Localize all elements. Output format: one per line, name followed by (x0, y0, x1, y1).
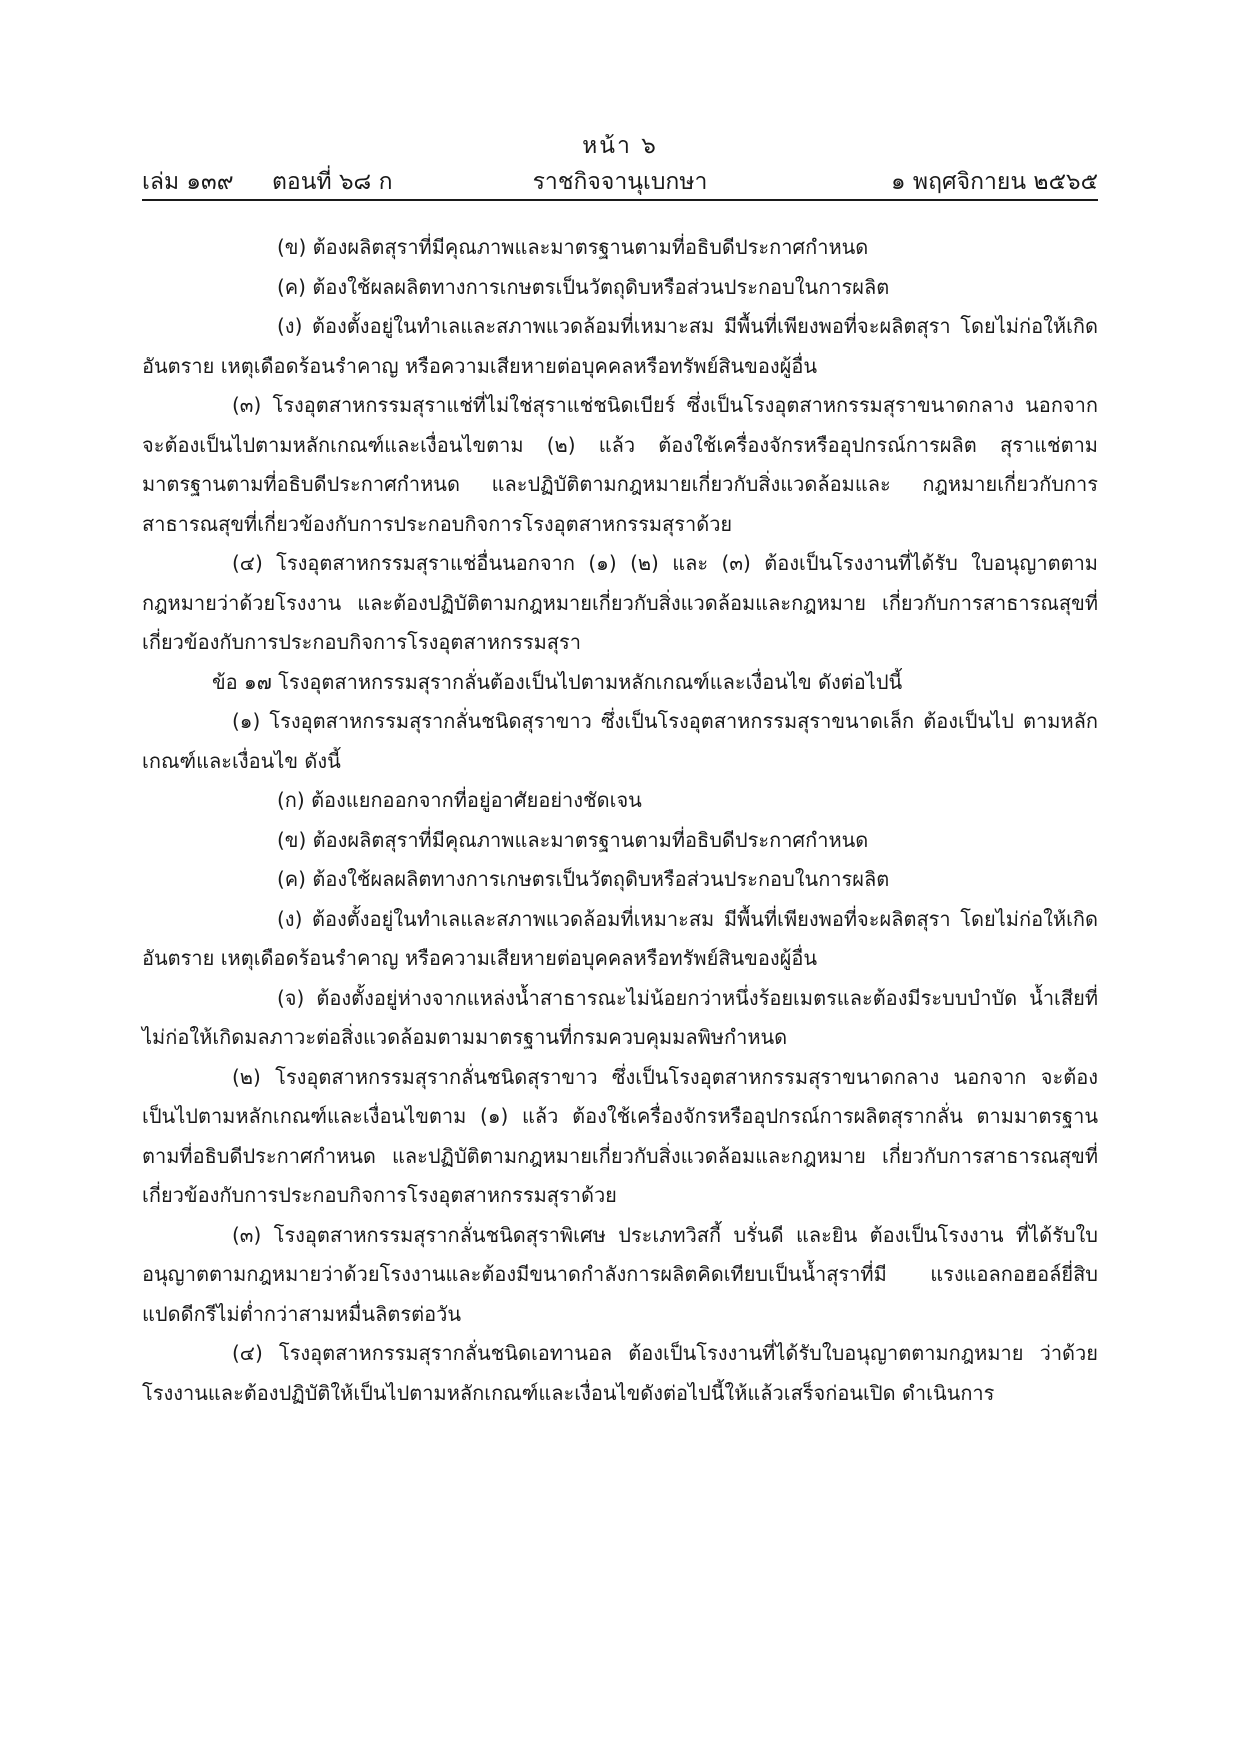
paragraph: (จ) ต้องตั้งอยู่ห่างจากแหล่งน้ำสาธารณะไม่น้อยกว่าหนึ่งร้อยเมตรและต้องมีระบบบำบัด น้ำเสียที่ไม่ก่อให้เกิดมลภาวะต่อสิ่งแวดล้อมตามมาตรฐานที่กรมควบคุมมลพิษกำหนด (142, 985, 1098, 1049)
paragraph: (ง) ต้องตั้งอยู่ในทำเลและสภาพแวดล้อมที่เหมาะสม มีพื้นที่เพียงพอที่จะผลิตสุรา โดยไม่ก่อให้เกิดอันตราย เหตุเดือดร้อนรำคาญ หรือความเสียหายต่อบุคคลหรือทรัพย์สินของผู้อื่น (142, 906, 1098, 970)
journal-title: ราชกิจจานุเบกษา (532, 169, 708, 195)
paragraph: (๑) โรงอุตสาหกรรมสุรากลั่นชนิดสุราขาว ซึ่งเป็นโรงอุตสาหกรรมสุราขนาดเล็ก ต้องเป็นไป ตามหลักเกณฑ์และเงื่อนไข ดังนี้ (142, 709, 1098, 773)
paragraph: (๓) โรงอุตสาหกรรมสุราแช่ที่ไม่ใช่สุราแช่ชนิดเบียร์ ซึ่งเป็นโรงอุตสาหกรรมสุราขนาดกลาง นอกจากจะต้องเป็นไปตามหลักเกณฑ์และเงื่อนไขตาม (๒) แล้ว ต้องใช้เครื่องจักรหรืออุปกรณ์การผลิต สุราแช่ตามมาตรฐานตามที่อธิบดีประกาศกำหนด และปฏิบัติตามกฎหมายเกี่ยวกับสิ่งแวดล้อมและ กฎหมายเกี่ยวกับการสาธารณสุขที่เกี่ยวข้องกับการประกอบกิจการโรงอุตสาหกรรมสุราด้วย (142, 393, 1098, 536)
paragraph: (ข) ต้องผลิตสุราที่มีคุณภาพและมาตรฐานตามที่อธิบดีประกาศกำหนด (277, 235, 869, 259)
paragraph: (๔) โรงอุตสาหกรรมสุราแช่อื่นนอกจาก (๑) (๒) และ (๓) ต้องเป็นโรงงานที่ได้รับ ใบอนุญาตตามกฎหมายว่าด้วยโรงงาน และต้องปฏิบัติตามกฎหมายเกี่ยวกับสิ่งแวดล้อมและกฎหมาย เกี่ยวกับการสาธารณสุขที่เกี่ยวข้องกับการประกอบกิจการโรงอุตสาหกรรมสุรา (142, 551, 1098, 654)
issue-number: ตอนที่ ๖๘ ก (272, 169, 393, 195)
header-divider (142, 199, 1098, 201)
paragraph: (ค) ต้องใช้ผลผลิตทางการเกษตรเป็นวัตถุดิบหรือส่วนประกอบในการผลิต (277, 274, 890, 299)
paragraph: (ค) ต้องใช้ผลผลิตทางการเกษตรเป็นวัตถุดิบหรือส่วนประกอบในการผลิต (277, 867, 890, 891)
publication-date: ๑ พฤศจิกายน ๒๕๖๕ (891, 169, 1098, 195)
document-body (142, 228, 1098, 1413)
page-number: หน้า ๖ (582, 133, 658, 159)
paragraph: (ก) ต้องแยกออกจากที่อยู่อาศัยอย่างชัดเจน (277, 788, 642, 812)
volume-number: เล่ม ๑๓๙ (142, 169, 234, 195)
paragraph: (๓) โรงอุตสาหกรรมสุรากลั่นชนิดสุราพิเศษ ประเภทวิสกี้ บรั่นดี และยิน ต้องเป็นโรงงาน ที่ได้รับใบอนุญาตตามกฎหมายว่าด้วยโรงงานและต้องมีขนาดกำลังการผลิตคิดเทียบเป็นน้ำสุราที่มี แรงแอลกอฮอล์ยี่สิบแปดดีกรีไม่ต่ำกว่าสามหมื่นลิตรต่อวัน (142, 1222, 1098, 1326)
paragraph: (๔) โรงอุตสาหกรรมสุรากลั่นชนิดเอทานอล ต้องเป็นโรงงานที่ได้รับใบอนุญาตตามกฎหมาย ว่าด้วยโรงงานและต้องปฏิบัติให้เป็นไปตามหลักเกณฑ์และเงื่อนไขดังต่อไปนี้ให้แล้วเสร็จก่อนเปิด ดำเนินการ (142, 1341, 1098, 1405)
paragraph: ข้อ ๑๗ โรงอุตสาหกรรมสุรากลั่นต้องเป็นไปตามหลักเกณฑ์และเงื่อนไข ดังต่อไปนี้ (212, 669, 903, 694)
gazette-header (142, 164, 1098, 198)
paragraph: (ง) ต้องตั้งอยู่ในทำเลและสภาพแวดล้อมที่เหมาะสม มีพื้นที่เพียงพอที่จะผลิตสุรา โดยไม่ก่อให้เกิดอันตราย เหตุเดือดร้อนรำคาญ หรือความเสียหายต่อบุคคลหรือทรัพย์สินของผู้อื่น (142, 314, 1098, 378)
paragraph: (ข) ต้องผลิตสุราที่มีคุณภาพและมาตรฐานตามที่อธิบดีประกาศกำหนด (277, 827, 869, 852)
paragraph: (๒) โรงอุตสาหกรรมสุรากลั่นชนิดสุราขาว ซึ่งเป็นโรงอุตสาหกรรมสุราขนาดกลาง นอกจาก จะต้องเป็นไปตามหลักเกณฑ์และเงื่อนไขตาม (๑) แล้ว ต้องใช้เครื่องจักรหรืออุปกรณ์การผลิตสุรากลั่น ตามมาตรฐานตามที่อธิบดีประกาศกำหนด และปฏิบัติตามกฎหมายเกี่ยวกับสิ่งแวดล้อมและกฎหมาย เกี่ยวกับการสาธารณสุขที่เกี่ยวข้องกับการประกอบกิจการโรงอุตสาหกรรมสุราด้วย (142, 1064, 1098, 1207)
